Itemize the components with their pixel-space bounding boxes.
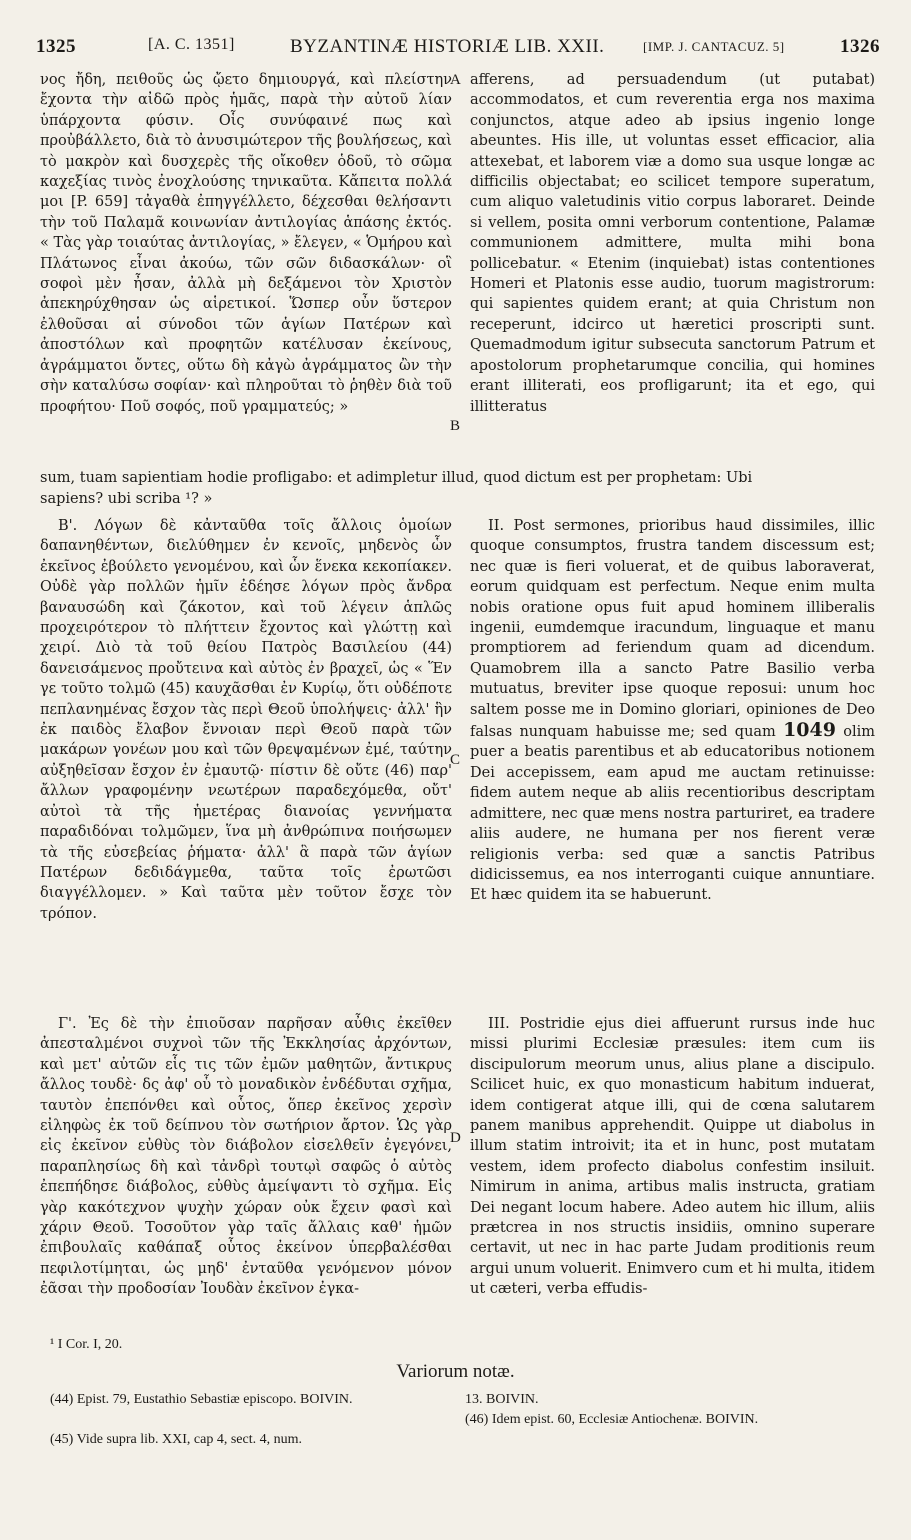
scripture-footnote: ¹ I Cor. I, 20. [50, 1337, 123, 1352]
note-44: (44) Epist. 79, Eustathio Sebastiæ episcopo. BOIVIN. [50, 1392, 353, 1407]
latin-paragraph: afferens, ad persuadendum (ut putabat) accommodatos, et cum reverentia erga nos maxima conjunctos, atque adeo ab ipsius ingenio longe abeuntes. His ille, ut voluntas esset efficacior, alia attexebat, et laborem viæ a domo sua usque longæ ac difficilis objectabat; eo scilicet tempore superatum, cum aliquo valetudinis vitio corpus laboraret. Deinde si vellem, posita omni verborum contentione, Palamæ communionem admittere, multa mihi bona pollicebatur. « Etenim (inquiebat) istas contentiones Homeri et Platonis esse audio, tuorum magistrorum: qui sapientes quidem erant; at quia Christum non receperunt, idcirco ut hæretici proscripti sunt. Quemadmodum igitur subsecuta sanctorum Patrum et apostolorum prophetarumque concilia, qui homines erant illiterati, eos profligarunt; ita et ego, qui illitteratus [470, 72, 875, 415]
latin-text: II. Post sermones, prioribus haud dissimiles, illic quoque consumptos, frustra tandem discessum est; nec quæ is fieri voluerat, et de quibus laboraverat, eorum quidquam est perfectum. Neque enim multa nobis oratione opus fuit apud hominem illiberalis ingenii, eumdemque iracundum, linguaque et manu promptiorem ad feriendum quam ad dicendum. Quamobrem illa a sancto Patre Basilio verba mutuatus, breviter ipse quoque reposui: unum hoc saltem posse me in Domino gloriari, opiniones de Deo falsas nunquam habuisse me; sed quam [470, 518, 875, 741]
column-number: 1049 [783, 719, 836, 742]
latin-paragraph: III. Postridie ejus diei affuerunt rursus inde huc missi plurimi Ecclesiæ præsules: item cum iis discipulorum meorum unus, alius plane a discipulo. Scilicet huic, ex quo monasticum habitum induerat, idem contigerat atque illi, qui de cœna salutarem panem manibus apprehendit. Quippe ut diabolus in illum statim introivit; ita et in hunc, post mutatam vestem, idem profecto diabolus confestim insiluit. Nimirum in anima, artibus malis instructa, gratiam Dei negant locum habere. Adeo autem hic illum, aliis prætcrea in nos structis insidiis, omnino superare certavit, ut nec in hac parte Judam proditionis reum argui unum voluerit. Enimvero cum et hi multa, itidem ut cæteri, verba effudis- [470, 1016, 875, 1298]
greek-section-2 [40, 516, 452, 924]
latin-section-2 [470, 516, 875, 906]
notes-heading: Variorum notæ. [396, 1361, 515, 1382]
latin-section-3 [470, 1014, 875, 1300]
left-page-number: 1325 [36, 36, 76, 57]
margin-marker-b: B [450, 418, 461, 434]
note-46: (46) Idem epist. 60, Ecclesiæ Antiochenæ. BOIVIN. [465, 1412, 759, 1427]
full-width-line: sum, tuam sapientiam hodie profligabo: et adimpletur illud, quod dictum est per prophetam: Ubi [40, 470, 753, 486]
full-width-line: sapiens? ubi scriba ¹? » [40, 491, 213, 507]
left-year-bracket: [A. C. 1351] [148, 36, 235, 53]
greek-paragraph: Γ'. Ἐς δὲ τὴν ἐπιοῦσαν παρῆσαν αὖθις ἐκεῖθεν ἀπεσταλμένοι συχνοὶ τῶν τῆς Ἐκκλησίας ἀρχόντων, καὶ μετ' αὐτῶν εἷς τις τῶν ἐμῶν μαθητῶν, ἄντικρυς ἄλλος τουδὲ· δς ἀφ' οὗ τὸ μοναδικὸν ἐνδέδυται σχῆμα, ταυτὸν ἐπεπόνθει καὶ οὗτος, ὅπερ ἐκεῖνος χερσὶν εἰληφὼς ἐκ τοῦ δείπνου τὸν σωτήριον ἄρτον. Ὡς γὰρ εἰς ἐκεῖνον εὐθὺς τὸν διάβολον εἰσελθεῖν ἐγεγόνει, παραπλησίως δὴ καὶ τἀνδρὶ τουτῳὶ σαφῶς ὁ αὐτὸς ἐπεπήδησε διάβολος, εὐθὺς ἀμείψαντι τὸ σχῆμα. Εἰς γὰρ κακότεχνον ψυχὴν χώραν οὐκ ἔχειν φασὶ καὶ χάριν Θεοῦ. Τοσοῦτον γὰρ ταῖς ἄλλαις καθ' ἡμῶν ἐπιβουλαῖς καθάπαξ οὗτος ἐκείνον ὑπερβαλέσθαι πεφιλοτίμηται, ὡς μηδ' ἐνταῦθα γενόμενον μόνον ἐᾶσαι τὴν προδοσίαν Ἰουδὰν ἐκεῖνον ἐγκα- [40, 1016, 452, 1298]
greek-paragraph: Β'. Λόγων δὲ κἀνταῦθα τοῖς ἄλλοις ὁμοίων δαπανηθέντων, διελύθημεν ἐν κενοῖς, μηδενὸς ὧν ἐκεῖνος ἐβούλετο γενομένου, καὶ ὧν ἕνεκα κεκοπίακεν. Οὐδὲ γὰρ πολλῶν ἡμῖν ἐδέησε λόγων πρὸς ἄνδρα βαναυσώδη καὶ ζάκοτον, καὶ τοῦ λέγειν ἁπλῶς προχειρότερον τὸ πλήττειν ἔχοντος καὶ γλώττῃ καὶ χειρί. Διὸ τὰ τοῦ θείου Πατρὸς Βασιλείου (44) δανεισάμενος προὔτεινα καὶ αὐτὸς ἐν βραχεῖ, ὡς « Ἕν γε τοῦτο τολμῶ (45) καυχᾶσθαι ἐν Κυρίῳ, ὅτι οὐδέποτε πεπλανημένας ἔσχον τὰς περὶ Θεοῦ ὑπολήψεις· ἀλλ' ἣν ἐκ παιδὸς ἔλαβον ἔννοιαν περὶ Θεοῦ παρὰ τῶν μακάρων γονέων μου καὶ τῶν θρεψαμένων ἐμέ, ταύτην αὐξηθεῖσαν ἔσχον ἐν ἐμαυτῷ· πίστιν δὲ οὔτε (46) παρ' ἄλλων γραφομένην νεωτέρων παραδεχόμεθα, οὔτ' αὐτοὶ τὰ τῆς ἡμετέρας διανοίας γεννήματα παραδιδόναι τολμῶμεν, ἵνα μὴ ἀνθρώπινα ποιήσωμεν τὰ τῆς εὐσεβείας ῥήματα· ἀλλ' ἃ παρὰ τῶν ἁγίων Πατέρων δεδιδάγμεθα, ταῦτα τοῖς ἐρωτῶσι διαγγέλλομεν. » Καὶ ταῦτα μὲν τοῦτον ἔσχε τὸν τρόπον. [40, 518, 452, 922]
right-emperor-bracket: [IMP. J. CANTACUZ. 5] [643, 39, 785, 54]
running-title: BYZANTINÆ HISTORIÆ LIB. XXII. [290, 36, 605, 57]
right-page-number: 1326 [840, 36, 880, 57]
running-header [30, 36, 882, 66]
greek-column-block-1 [40, 70, 452, 460]
note-45: (45) Vide supra lib. XXI, cap 4, sect. 4, num. [50, 1432, 303, 1447]
note-45-continued: 13. BOIVIN. [465, 1392, 539, 1407]
latin-paragraph [470, 516, 875, 906]
margin-marker-c: C [450, 752, 461, 768]
margin-marker-d: D [450, 1130, 461, 1146]
margin-marker-a: A [450, 72, 461, 88]
greek-paragraph: νος ἤδη, πειθοῦς ὡς ᾤετο δημιουργά, καὶ πλείστην ἔχοντα τὴν αἰδῶ πρὸς ἡμᾶς, παρὰ τὴν αὐτοῦ λίαν ὑπάρχοντα φύσιν. Οἷς συνύφαινέ πως καὶ προὐβάλλετο, διὰ τὸ ἀνυσιμώτερον τῆς βουλήσεως, καὶ τὸ μακρὸν καὶ δυσχερὲς τῆς οἴκοθεν ὁδοῦ, τὸ σῶμα καχεξίας τινὸς ἐνοχλούσης τηνικαῦτα. Κἄπειτα πολλά μοι [P. 659] τἀγαθὰ ἐπηγγέλλετο, δέχεσθαι θελήσαντι τὴν τοῦ Παλαμᾶ κοινωνίαν ἀντιλογίας ἁπάσης ἐκτός. « Τὰς γὰρ τοιαύτας ἀντιλογίας, » ἔλεγεν, « Ὁμήρου καὶ Πλάτωνος εἶναι ἀκούω, τῶν σῶν διδασκάλων· οἳ σοφοὶ μὲν ἦσαν, ἀλλὰ μὴ δεξάμενοι τὸν Χριστὸν ἀπεκηρύχθησαν ὡς αἱρετικοί. Ὥσπερ οὖν ὕστερον ἐλθοῦσαι αἱ σύνοδοι τῶν ἁγίων Πατέρων καὶ ἀποστόλων καὶ προφητῶν κατέλυσαν ἐκείνους, ἀγράμματοι ὄντες, οὕτω δὴ κἀγὼ ἀγράμματος ὢν τὴν σὴν καταλύσω σοφίαν· καὶ πληροῦται τὸ ῥηθὲν διὰ τοῦ προφήτου· Ποῦ σοφός, ποῦ γραμματεύς; » [40, 72, 453, 415]
latin-column-block-1 [470, 70, 875, 460]
latin-text: olim puer a beatis parentibus et ab educatoribus notionem Dei accepissem, eam apud me auctam retinuisse: fidem autem neque ab aliis recentioribus descriptam admittere, nec quæ mens nostra parturiret, ea tradere aliis audere, ne humana per nos fierent veræ religionis verba: sed quæ a sanctis Patribus didicissemus, ea nos interroganti cuique annuntiare. Et hæc quidem ita se habuerunt. [470, 724, 876, 904]
greek-section-3 [40, 1014, 452, 1300]
